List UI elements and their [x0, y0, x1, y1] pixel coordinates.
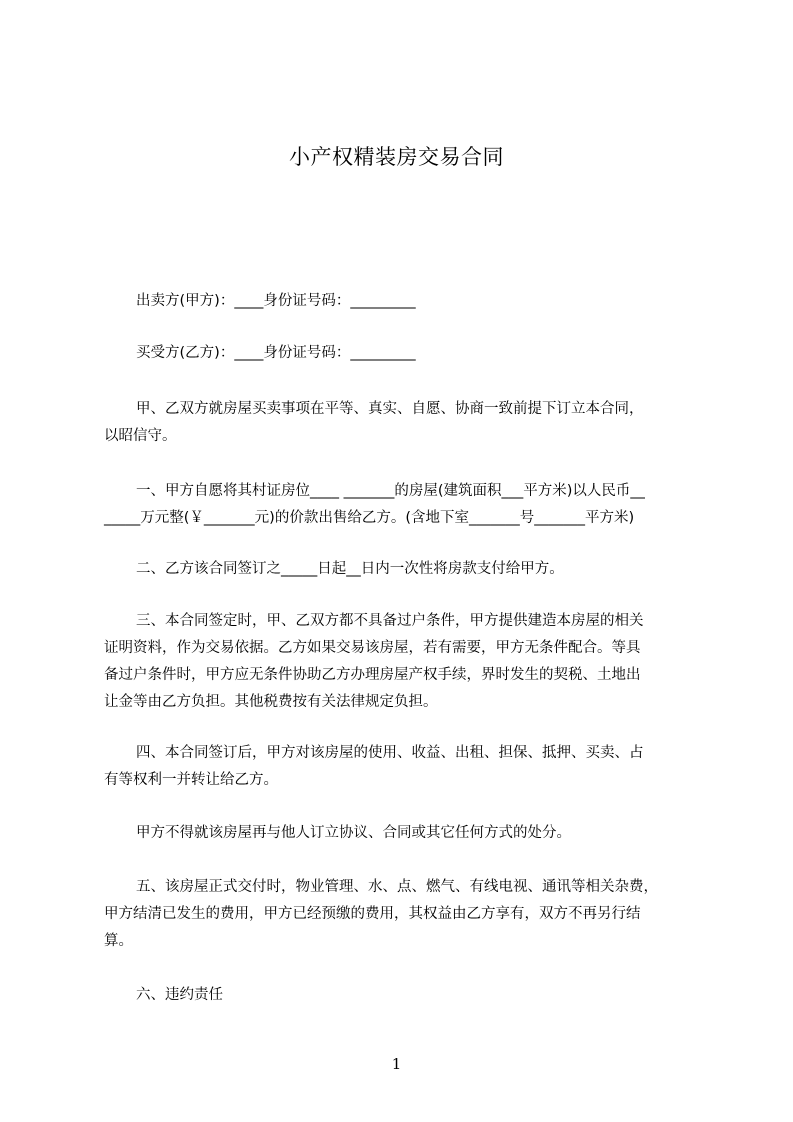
clause-1-line-1: 一、甲方自愿将其村证房位____ _______的房屋(建筑面积___平方米)以人民币__: [136, 483, 645, 499]
clause-1-line-2: _____万元整(￥_______元)的价款出售给乙方。(含地下室_______号_______平方米): [104, 510, 635, 526]
clause-3-paragraph: [104, 608, 704, 716]
clause-2-paragraph: [104, 556, 704, 583]
clause-3-line-1: 三、本合同签定时，甲、乙双方都不具备过户条件，甲方提供建造本房屋的相关: [136, 613, 644, 629]
clause-5-line-2: 甲方结清已发生的费用，甲方已经预缴的费用，其权益由乙方享有，双方不再另行结: [104, 906, 641, 922]
clause-3-line-3: 备过户条件时，甲方应无条件协助乙方办理房屋产权手续，界时发生的契税、土地出: [104, 667, 641, 683]
clause-4-note-line-1: 甲方不得就该房屋再与他人订立协议、合同或其它任何方式的处分。: [136, 825, 571, 841]
preamble-line-1: 甲、乙双方就房屋买卖事项在平等、真实、自愿、协商一致前提下订立本合同，: [136, 401, 644, 417]
buyer-text: 买受方(乙方)：____身份证号码：_________: [136, 345, 416, 361]
clause-4-line-1: 四、本合同签订后，甲方对该房屋的使用、收益、出租、担保、抵押、买卖、占: [136, 745, 644, 761]
clause-1-paragraph: [104, 478, 704, 532]
clause-3-line-4: 让金等由乙方负担。其他税费按有关法律规定负担。: [104, 694, 438, 710]
buyer-line: [104, 340, 704, 367]
clause-4-paragraph: [104, 740, 704, 794]
document-title: 小产权精装房交易合同: [289, 145, 504, 169]
clause-5-line-3: 算。: [104, 933, 133, 949]
clause-5-paragraph: [104, 874, 704, 955]
clause-4-line-2: 有等权利一并转让给乙方。: [104, 772, 278, 788]
clause-5-line-1: 五、该房屋正式交付时，物业管理、水、点、燃气、有线电视、通讯等相关杂费，: [136, 879, 658, 895]
clause-6-line-1: 六、违约责任: [136, 987, 223, 1003]
seller-text: 出卖方(甲方)：____身份证号码：_________: [136, 293, 416, 309]
clause-6-paragraph: [104, 982, 704, 1009]
clause-2-line-1: 二、乙方该合同签订之_____日起__日内一次性将房款支付给甲方。: [136, 561, 564, 577]
clause-4-note-paragraph: [104, 820, 704, 847]
page-number: 1: [391, 1055, 402, 1073]
preamble-paragraph: [104, 396, 704, 450]
clause-3-line-2: 证明资料，作为交易依据。乙方如果交易该房屋，若有需要，甲方无条件配合。等具: [104, 640, 641, 656]
seller-line: [104, 288, 704, 315]
preamble-line-2: 以昭信守。: [104, 428, 177, 444]
